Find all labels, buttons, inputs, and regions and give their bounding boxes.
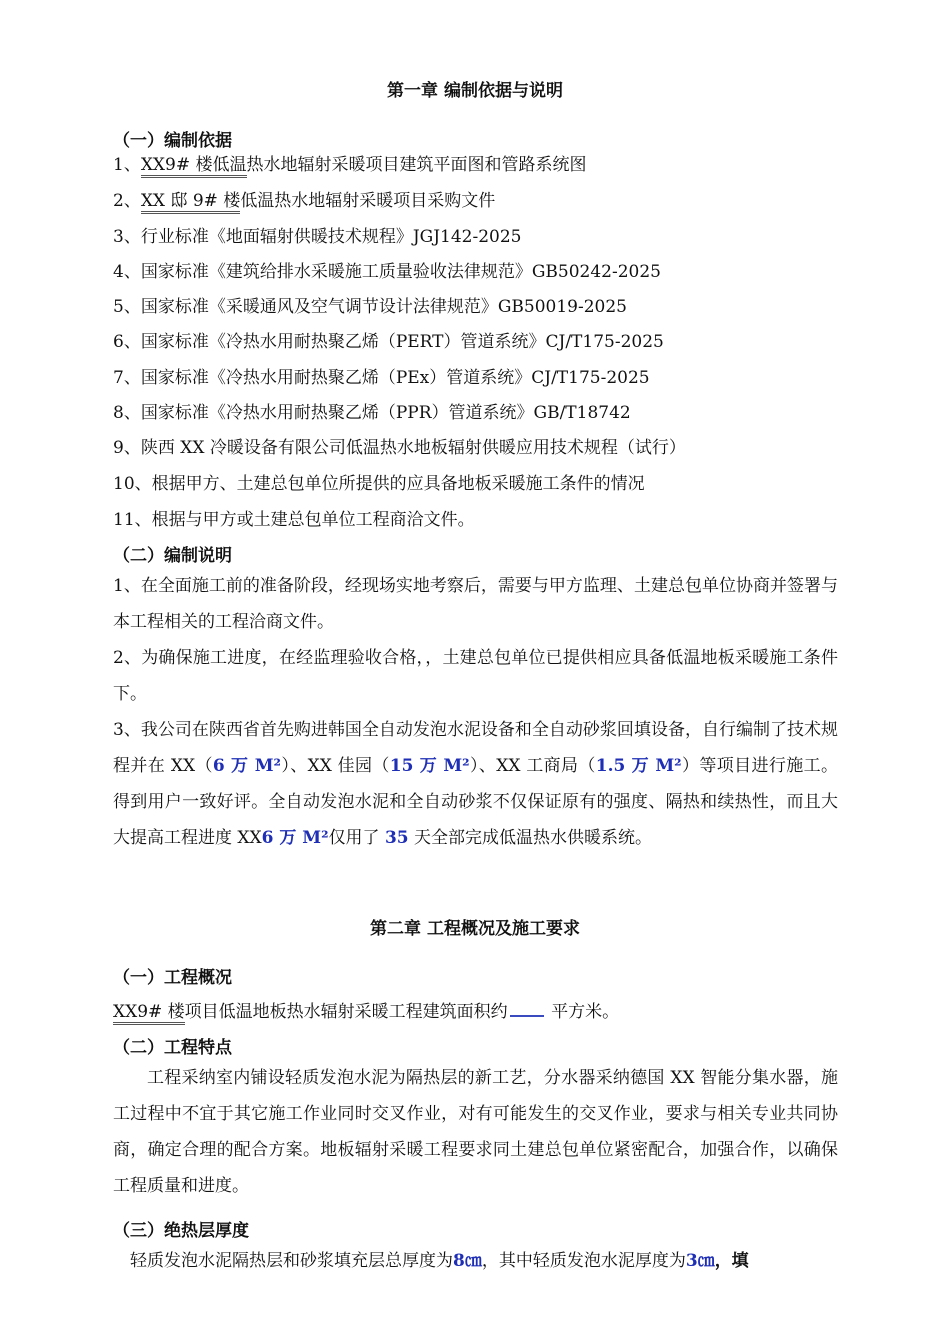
basis-item: 7、国家标准《冷热水用耐热聚乙烯（PEx）管道系统》CJ/T175-2025 bbox=[113, 368, 650, 388]
highlight-thickness-total: 8㎝ bbox=[453, 1251, 482, 1271]
note-paragraph-1: 1、在全面施工前的准备阶段，经现场实地考察后，需要与甲方监理、土建总包单位协商并签署与本工程相关的工程洽商文件。 bbox=[113, 576, 838, 632]
basis-item: 3、行业标准《地面辐射供暖技术规程》JGJ142-2025 bbox=[113, 227, 522, 247]
basis-item-2 bbox=[113, 186, 495, 211]
area-blank-field bbox=[510, 999, 544, 1017]
section-features-title: （二）工程特点 bbox=[113, 1038, 232, 1058]
section-thickness-title: （三）绝热层厚度 bbox=[113, 1221, 249, 1241]
highlight-days: 35 bbox=[384, 828, 409, 848]
highlight-area: 15 万 M² bbox=[389, 756, 470, 776]
basis-item: 11、根据与甲方或土建总包单位工程商洽文件。 bbox=[113, 510, 475, 530]
note-paragraph-2: 2、为确保施工进度，在经监理验收合格，，土建总包单位已提供相应具备低温地板采暖施工条件下。 bbox=[113, 648, 838, 704]
basis-item: 4、国家标准《建筑给排水采暖施工质量验收法律规范》GB50242-2025 bbox=[113, 262, 661, 282]
basis-item: 6、国家标准《冷热水用耐热聚乙烯（PERT）管道系统》CJ/T175-2025 bbox=[113, 332, 664, 352]
basis-item-1-underlined: XX9# 楼低温 bbox=[141, 155, 247, 178]
section-notes-title: （二）编制说明 bbox=[113, 546, 232, 566]
basis-item: 10、根据甲方、土建总包单位所提供的应具备地板采暖施工条件的情况 bbox=[113, 474, 645, 494]
features-paragraph: 工程采纳室内铺设轻质发泡水泥为隔热层的新工艺，分水器采纳德国 XX 智能分集水器，施工过程中不宜于其它施工作业同时交叉作业，对有可能发生的交叉作业，要求与相关专业共同协商，确定合理的配合方案。地板辐射采暖工程要求同土建总包单位紧密配合，加强合作，以确保工程质量和进度。 bbox=[113, 1068, 838, 1196]
section-basis-title: （一）编制依据 bbox=[113, 131, 232, 151]
basis-item-1-prefix: 1、 bbox=[113, 155, 141, 175]
highlight-area: 6 万 M² bbox=[261, 828, 329, 848]
thickness-paragraph: 轻质发泡水泥隔热层和砂浆填充层总厚度为8㎝，其中轻质发泡水泥厚度为3㎝，填 bbox=[130, 1251, 749, 1271]
basis-item-2-rest: 低温热水地辐射采暖项目采购文件 bbox=[240, 191, 496, 211]
basis-item-2-prefix: 2、 bbox=[113, 191, 141, 211]
chapter1-title: 第一章 编制依据与说明 bbox=[387, 81, 563, 101]
note-paragraph-3: 3、我公司在陕西省首先购进韩国全自动发泡水泥设备和全自动砂浆回填设备，自行编制了技术规程并在 XX（6 万 M²）、XX 佳园（15 万 M²）、XX 工商局（1.5 万 M²）等项目进行施工。得到用户一致好评。全自动发泡水泥和全自动砂浆不仅保证原有的强度、隔热和续热性，而且大大提高工程进度 XX6 万 M²仅用了 35 天全部完成低温热水供暖系统。 bbox=[113, 720, 839, 848]
highlight-thickness-foam: 3㎝ bbox=[685, 1251, 715, 1271]
highlight-area: 6 万 M² bbox=[212, 756, 281, 776]
basis-item-1 bbox=[113, 150, 587, 175]
overview-line: XX9# 楼项目低温地板热水辐射采暖工程建筑面积约 平方米。 bbox=[113, 997, 619, 1022]
section-overview-title: （一）工程概况 bbox=[113, 968, 232, 988]
basis-item: 9、陕西 XX 冷暖设备有限公司低温热水地板辐射供暖应用技术规程（试行） bbox=[113, 438, 686, 458]
basis-item: 5、国家标准《采暖通风及空气调节设计法律规范》GB50019-2025 bbox=[113, 297, 627, 317]
basis-item: 8、国家标准《冷热水用耐热聚乙烯（PPR）管道系统》GB/T18742 bbox=[113, 403, 631, 423]
basis-item-2-underlined: XX 邸 9# 楼 bbox=[141, 191, 240, 214]
highlight-area: 1.5 万 M² bbox=[595, 756, 682, 776]
basis-item-1-rest: 热水地辐射采暖项目建筑平面图和管路系统图 bbox=[246, 155, 587, 175]
chapter2-title: 第二章 工程概况及施工要求 bbox=[370, 919, 580, 939]
overview-underlined: XX9# 楼 bbox=[113, 1002, 185, 1025]
